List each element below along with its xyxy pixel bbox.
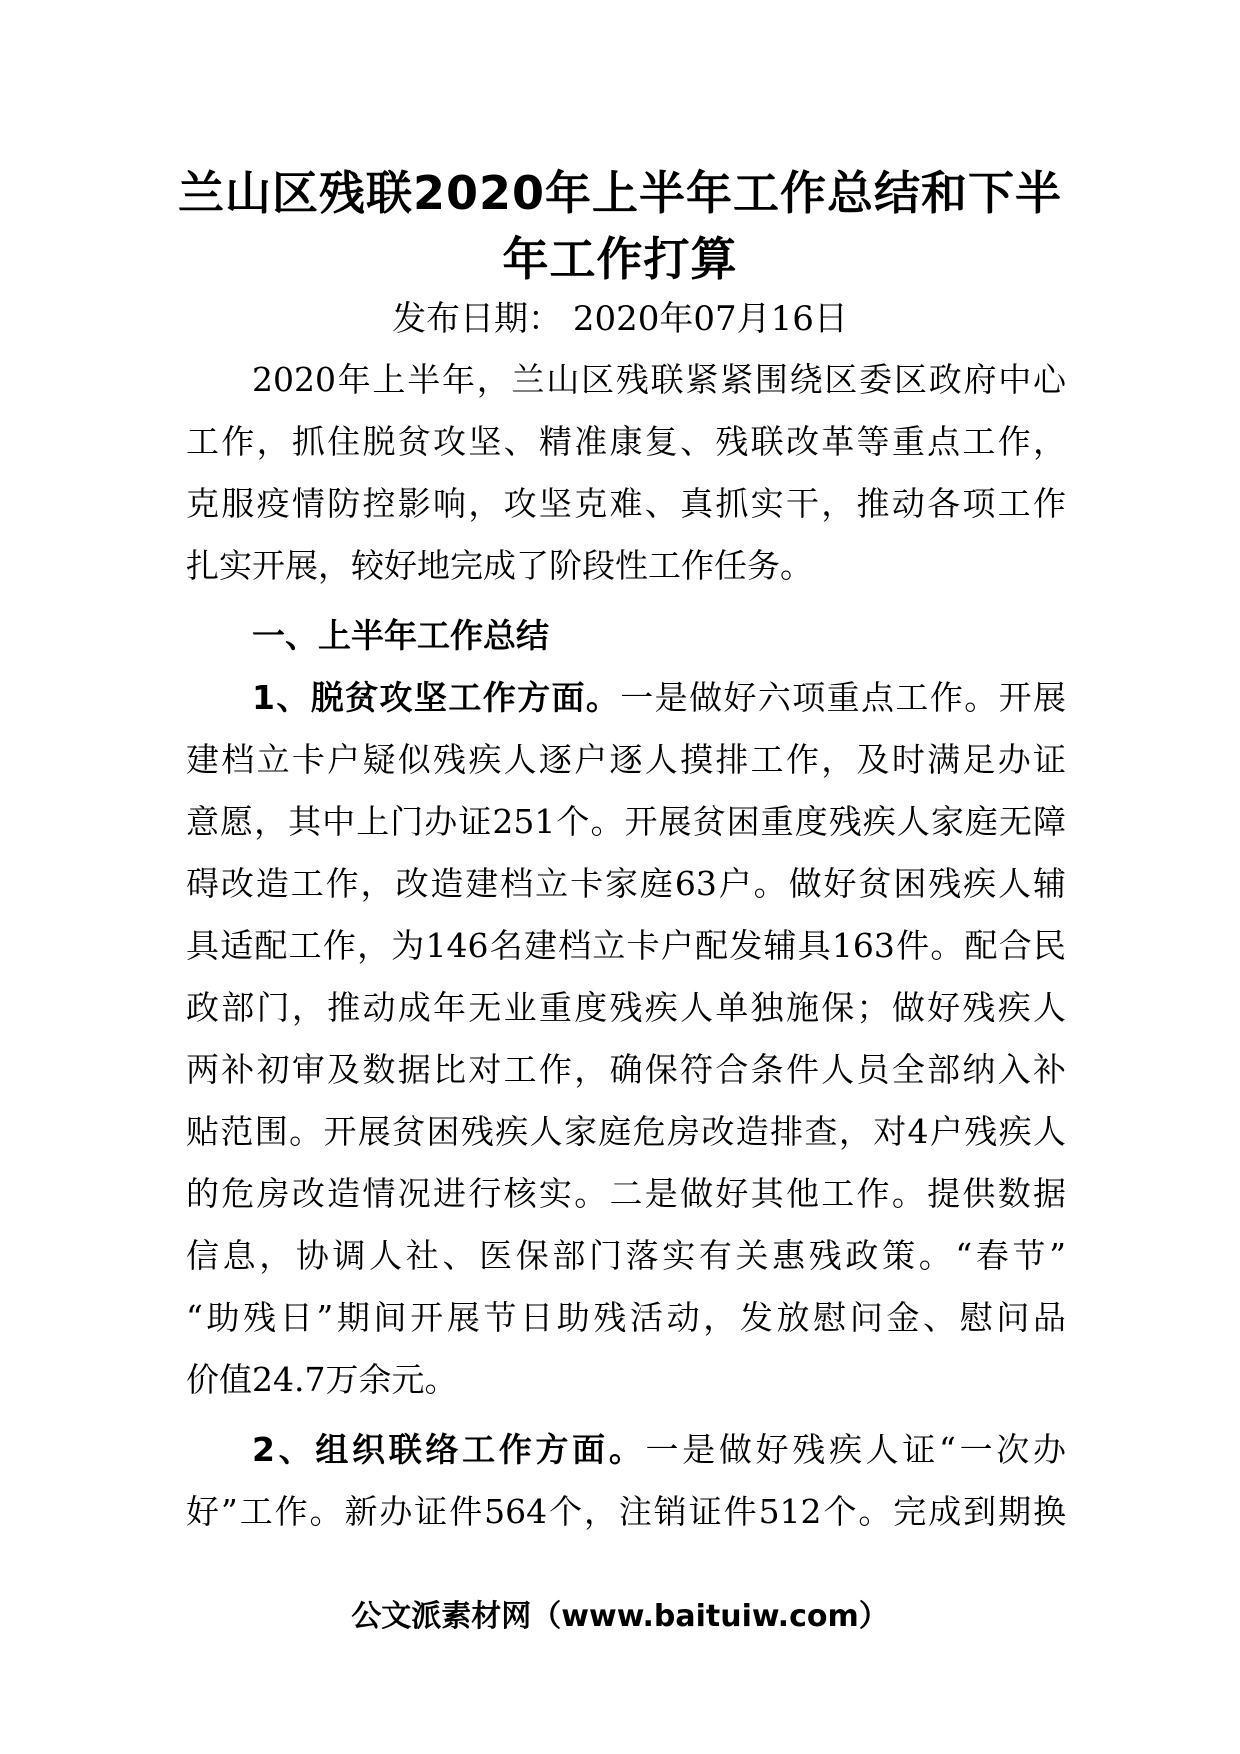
item1-line: 信息，协调人社、医保部门落实有关惠残政策。“春节”: [186, 1236, 1066, 1275]
item1-line: “助残日”期间开展节日助残活动，发放慰问金、慰问品: [186, 1298, 1066, 1337]
item2-first-line-text: 一是做好残疾人证“一次办: [645, 1430, 1066, 1469]
item1-line: 两补初审及数据比对工作，确保符合条件人员全部纳入补: [186, 1050, 1066, 1089]
intro-line: 扎实开展，较好地完成了阶段性工作任务。: [186, 546, 813, 585]
item1-line: 贴范围。开展贫困残疾人家庭危房改造排查，对4户残疾人: [186, 1112, 1066, 1151]
intro-line: 2020年上半年，兰山区残联紧紧围绕区委区政府中心: [252, 360, 1066, 399]
item1-line: 意愿，其中上门办证251个。开展贫困重度残疾人家庭无障: [186, 802, 1066, 841]
footer-source: 公文派素材网（www.baituiw.com）: [351, 1599, 889, 1634]
intro-line: 工作，抓住脱贫攻坚、精准康复、残联改革等重点工作，: [186, 422, 1066, 461]
item1-first-line: [252, 674, 1066, 722]
item1-line: 政部门，推动成年无业重度残疾人单独施保；做好残疾人: [186, 988, 1066, 1027]
item1-first-line-text: 一是做好六项重点工作。开展: [620, 678, 1066, 717]
item1-line: 价值24.7万余元。: [186, 1360, 458, 1399]
item2-heading: 2、组织联络工作方面。: [252, 1430, 646, 1469]
intro-line: 克服疫情防控影响，攻坚克难、真抓实干，推动各项工作: [186, 484, 1066, 523]
item1-line: 碍改造工作，改造建档立卡家庭63户。做好贫困残疾人辅: [186, 864, 1066, 903]
item1-line: 具适配工作，为146名建档立卡户配发辅具163件。配合民: [186, 926, 1066, 965]
item1-line: 建档立卡户疑似残疾人逐户逐人摸排工作，及时满足办证: [186, 740, 1066, 779]
item2-first-line: [252, 1426, 1066, 1474]
item2-line: 好”工作。新办证件564个，注销证件512个。完成到期换: [186, 1492, 1066, 1531]
publish-date: 发布日期： 2020年07月16日: [392, 299, 848, 339]
section-heading: 一、上半年工作总结: [252, 616, 549, 655]
item1-heading: 1、脱贫攻坚工作方面。: [252, 678, 621, 717]
document-title-line-1: 兰山区残联2020年上半年工作总结和下半: [177, 166, 1063, 220]
item1-line: 的危房改造情况进行核实。二是做好其他工作。提供数据: [186, 1174, 1066, 1213]
document-title-line-2: 年工作打算: [502, 232, 738, 286]
